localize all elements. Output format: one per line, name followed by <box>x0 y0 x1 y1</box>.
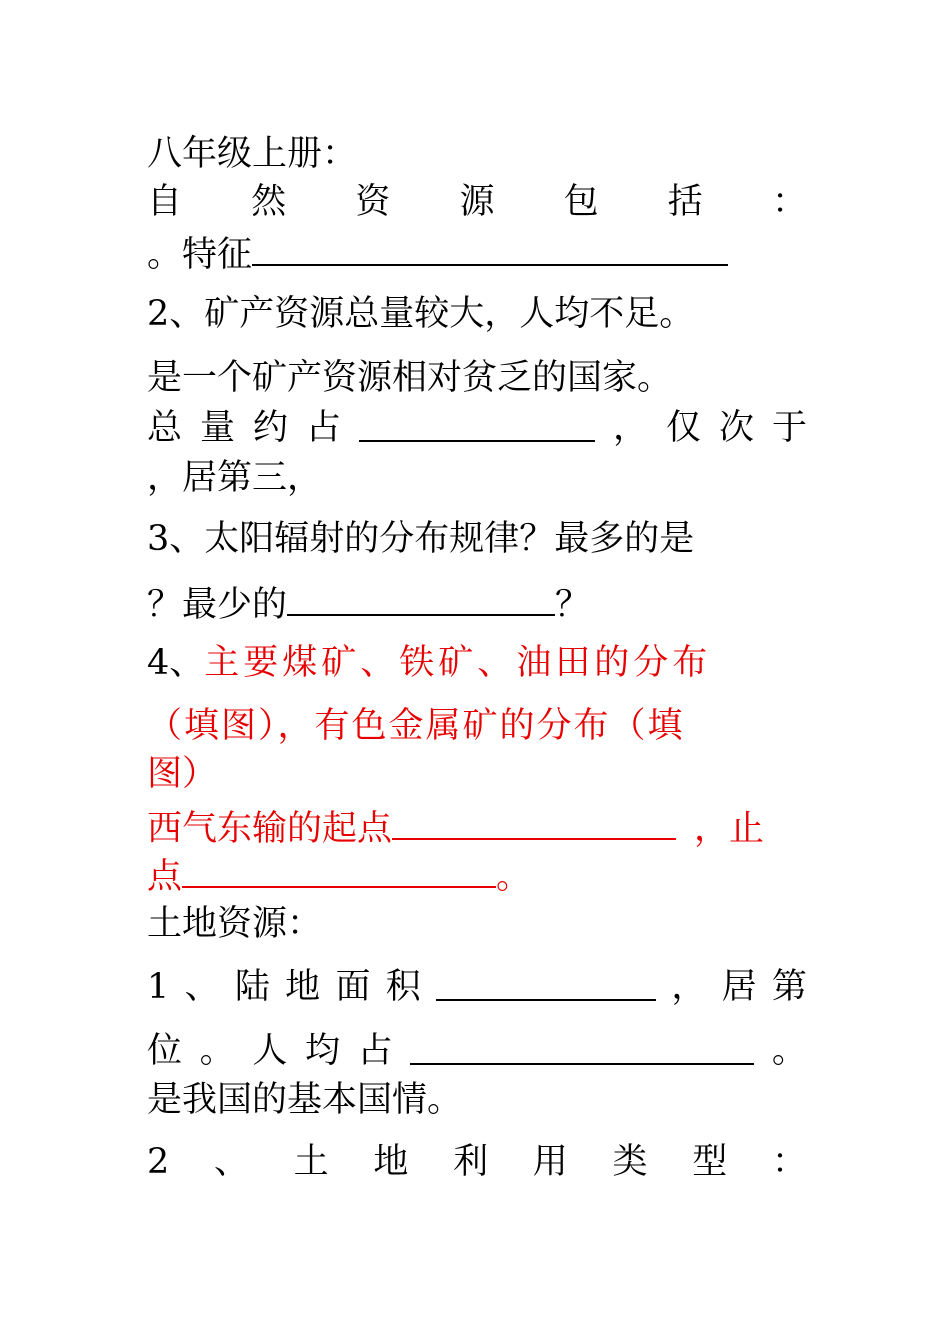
gas-end-label: ，止 <box>694 809 765 849</box>
char: 然 <box>251 182 287 222</box>
char: 1 <box>147 967 170 1007</box>
char: 地 <box>285 967 321 1007</box>
char: 用 <box>532 1142 568 1182</box>
land-use-types-line <box>147 1140 807 1184</box>
nonferrous-line: （填图），有色金属矿的分布（填 <box>147 706 685 746</box>
per-capita-blank[interactable] <box>410 1029 754 1065</box>
char: 包 <box>563 182 599 222</box>
char: 类 <box>612 1142 648 1182</box>
total-share-line <box>147 406 807 450</box>
char: ， <box>671 967 707 1007</box>
char: 土 <box>293 1142 329 1182</box>
point-label: 点 <box>147 857 183 897</box>
feature-blank[interactable] <box>252 230 728 266</box>
char: 括 <box>667 182 703 222</box>
least-blank[interactable] <box>287 580 555 616</box>
char: 资 <box>355 182 391 222</box>
least-radiation-line <box>147 580 807 627</box>
period: 。 <box>771 1031 807 1071</box>
rank-third-line: ，居第三， <box>147 458 323 498</box>
total-share-blank[interactable] <box>359 406 595 442</box>
char: 、 <box>213 1142 249 1182</box>
land-area-blank[interactable] <box>436 965 656 1001</box>
basic-national-condition: 是我国的基本国情。 <box>147 1080 463 1120</box>
char: 积 <box>385 967 421 1007</box>
char: 利 <box>453 1142 489 1182</box>
highlight-text: 主要煤矿、铁矿、油田的分布 <box>204 643 712 683</box>
char: ： <box>771 1142 807 1182</box>
char: 、 <box>184 967 220 1007</box>
mineral-poor-line: 是一个矿产资源相对贫乏的国家。 <box>147 358 673 398</box>
land-area-line <box>147 965 807 1009</box>
land-resources-heading: 土地资源： <box>147 904 323 944</box>
char: 地 <box>373 1142 409 1182</box>
gas-start-blank[interactable] <box>392 804 676 840</box>
gas-end-blank[interactable] <box>182 852 496 888</box>
char: 第 <box>771 967 807 1007</box>
least-label: ？最少的 <box>147 585 288 625</box>
char: 位 <box>147 1031 183 1071</box>
natural-resources-line <box>147 180 807 224</box>
per-capita-line <box>147 1029 807 1073</box>
char: ： <box>771 182 807 222</box>
feature-label: 。特征 <box>147 235 253 275</box>
char: 居 <box>721 967 757 1007</box>
solar-radiation-point-3: 3、太阳辐射的分布规律？最多的是 <box>147 519 695 559</box>
char: 源 <box>459 182 495 222</box>
map-label-line: 图） <box>147 754 218 794</box>
point-number: 4、 <box>147 643 205 683</box>
char: 约 <box>253 408 289 448</box>
char: 量 <box>200 408 236 448</box>
char: 面 <box>335 967 371 1007</box>
mineral-map-point-4 <box>147 641 807 685</box>
char: 占 <box>357 1031 393 1071</box>
char: 于 <box>771 408 807 448</box>
char: 。 <box>199 1031 235 1071</box>
gas-end-line <box>147 852 807 899</box>
feature-line <box>147 230 807 277</box>
char: 型 <box>692 1142 728 1182</box>
char: 均 <box>304 1031 340 1071</box>
char: 自 <box>147 182 183 222</box>
gas-start-label: 西气东输的起点 <box>147 809 393 849</box>
char: 2 <box>147 1142 170 1182</box>
char: 陆 <box>234 967 270 1007</box>
char: 次 <box>718 408 754 448</box>
question-mark: ？ <box>555 585 591 625</box>
period: 。 <box>496 857 532 897</box>
char: 仅 <box>665 408 701 448</box>
char: 人 <box>252 1031 288 1071</box>
heading-grade8: 八年级上册： <box>147 134 358 174</box>
char: ， <box>612 408 648 448</box>
west-east-gas-start-line <box>147 804 807 851</box>
mineral-point-2: 2、矿产资源总量较大，人均不足。 <box>147 294 695 334</box>
char: 占 <box>306 408 342 448</box>
char: 总 <box>147 408 183 448</box>
